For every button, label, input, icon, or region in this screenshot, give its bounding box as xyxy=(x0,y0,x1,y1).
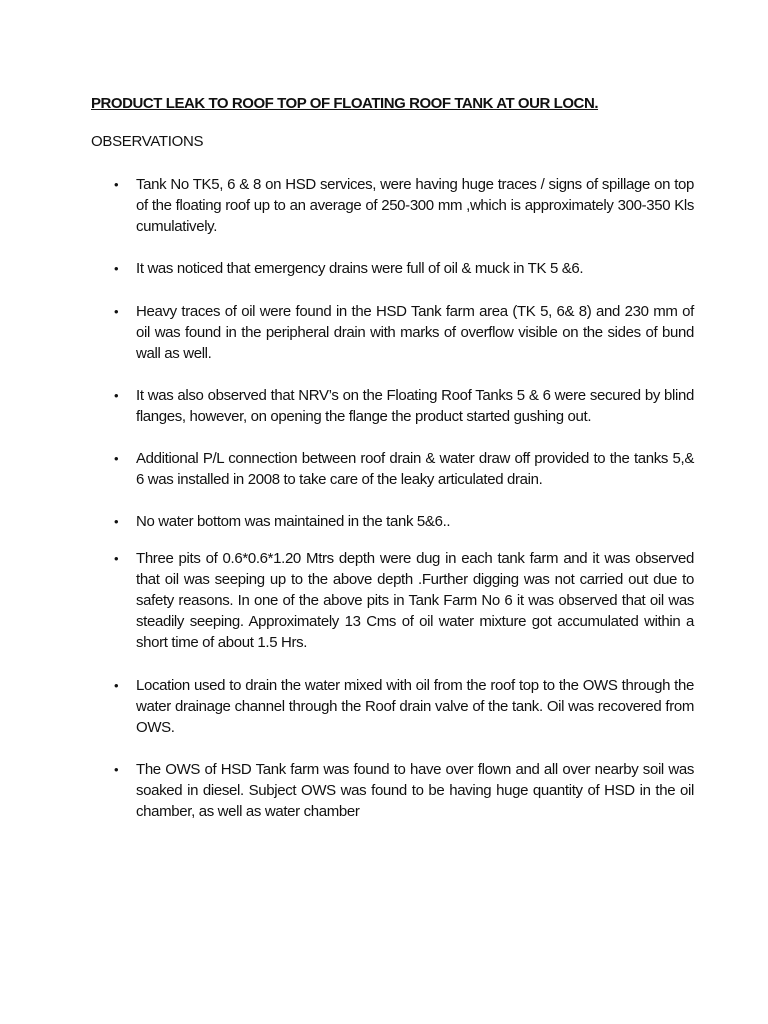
observation-text: Tank No TK5, 6 & 8 on HSD services, were having huge traces / signs of spillage on top of the floating roof up to an average of 250-300 mm ,which is approximately 300-350 Kls cumulatively. xyxy=(136,176,694,235)
observation-text: Additional P/L connection between roof drain & water draw off provided to the tanks 5,& 6 was installed in 2008 to take care of the leaky articulated drain. xyxy=(136,450,694,488)
observation-text: The OWS of HSD Tank farm was found to have over flown and all over nearby soil was soaked in diesel. Subject OWS was found to be having huge quantity of HSD in the oil chamber, as well as water chamber xyxy=(136,761,694,820)
observation-text: It was noticed that emergency drains were full of oil & muck in TK 5 &6. xyxy=(136,260,584,277)
observation-item xyxy=(114,301,694,364)
observation-item xyxy=(114,511,694,532)
bullet-icon: • xyxy=(114,451,119,466)
bullet-icon: • xyxy=(114,177,119,192)
bullet-icon: • xyxy=(114,304,119,319)
bullet-icon: • xyxy=(114,762,119,777)
section-heading-observations: OBSERVATIONS xyxy=(91,133,204,150)
bullet-icon: • xyxy=(114,514,119,529)
observation-text: No water bottom was maintained in the tank 5&6.. xyxy=(136,513,451,530)
observation-text: It was also observed that NRV’s on the Floating Roof Tanks 5 & 6 were secured by blind flanges, however, on opening the flange the product started gushing out. xyxy=(136,387,694,425)
observation-item xyxy=(114,385,694,427)
observation-item xyxy=(114,448,694,490)
bullet-icon: • xyxy=(114,551,119,566)
observation-item xyxy=(114,548,694,653)
observation-text: Three pits of 0.6*0.6*1.20 Mtrs depth were dug in each tank farm and it was observed that oil was seeping up to the above depth .Further digging was not carried out due to safety reasons. In one of the above pits in Tank Farm No 6 it was observed that oil was steadily seeping. Approximately 13 Cms of oil water mixture got accumulated within a short time of about 1.5 Hrs. xyxy=(136,550,694,651)
observation-item xyxy=(114,759,694,822)
observation-item xyxy=(114,174,694,237)
bullet-icon: • xyxy=(114,388,119,403)
observation-text: Heavy traces of oil were found in the HSD Tank farm area (TK 5, 6& 8) and 230 mm of oil was found in the peripheral drain with marks of overflow visible on the sides of bund wall as well. xyxy=(136,303,694,362)
observation-item xyxy=(114,675,694,738)
bullet-icon: • xyxy=(114,261,119,276)
observation-text: Location used to drain the water mixed with oil from the roof top to the OWS through the water drainage channel through the Roof drain valve of the tank. Oil was recovered from OWS. xyxy=(136,677,694,736)
observation-item xyxy=(114,258,694,279)
bullet-icon: • xyxy=(114,678,119,693)
document-title: PRODUCT LEAK TO ROOF TOP OF FLOATING ROOF TANK AT OUR LOCN. xyxy=(91,95,599,112)
